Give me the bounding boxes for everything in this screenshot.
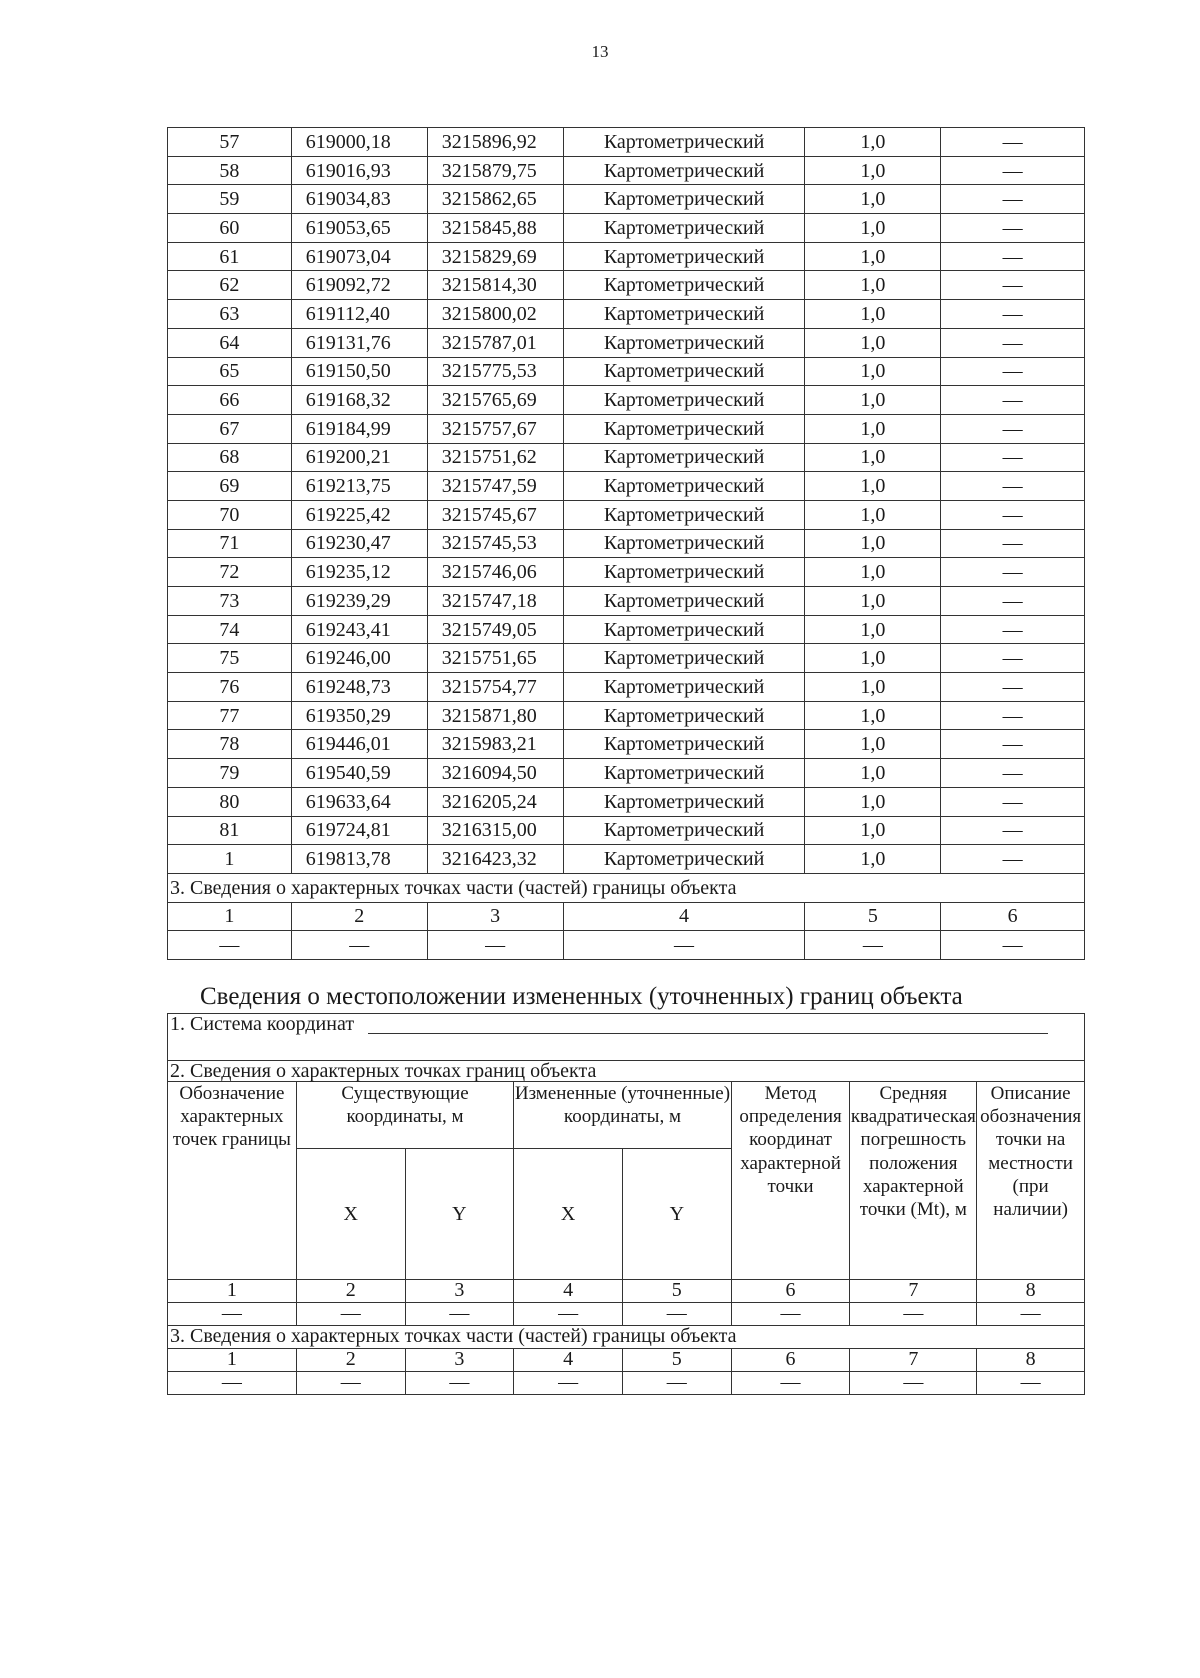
table-row xyxy=(168,587,1085,616)
empty-cell: — xyxy=(296,1372,405,1395)
cell-point-number: 74 xyxy=(168,615,292,644)
cell-method: Картометрический xyxy=(563,587,805,616)
cell-coord-x: 619239,29 xyxy=(291,587,427,616)
cell-point-number: 57 xyxy=(168,128,292,157)
cell-error: 1,0 xyxy=(805,730,941,759)
empty-cell: — xyxy=(168,931,292,960)
cell-method: Картометрический xyxy=(563,214,805,243)
cell-description: — xyxy=(941,673,1085,702)
column-numbers-row xyxy=(168,1349,1085,1372)
cell-description: — xyxy=(941,328,1085,357)
cell-error: 1,0 xyxy=(805,845,941,874)
empty-cell: — xyxy=(168,1303,297,1326)
table-row xyxy=(168,845,1085,874)
table-row xyxy=(168,816,1085,845)
table-row xyxy=(168,500,1085,529)
cell-coord-y: 3215747,18 xyxy=(427,587,563,616)
cell-coord-x: 619446,01 xyxy=(291,730,427,759)
cell-coord-y: 3215745,53 xyxy=(427,529,563,558)
cell-coord-x: 619168,32 xyxy=(291,386,427,415)
cell-error: 1,0 xyxy=(805,242,941,271)
cell-coord-x: 619540,59 xyxy=(291,759,427,788)
cell-point-number: 73 xyxy=(168,587,292,616)
empty-cell: — xyxy=(427,931,563,960)
cell-error: 1,0 xyxy=(805,587,941,616)
cell-coord-x: 619248,73 xyxy=(291,673,427,702)
column-number: 8 xyxy=(977,1280,1085,1303)
cell-coord-y: 3215829,69 xyxy=(427,242,563,271)
cell-description: — xyxy=(941,730,1085,759)
header-error: Средняя квадратическая погрешность положения характерной точки (Mt), м xyxy=(850,1082,977,1280)
table-row xyxy=(168,357,1085,386)
page-number: 13 xyxy=(591,42,609,61)
header-changed: Измененные (уточненные) координаты, м xyxy=(514,1082,731,1149)
column-number: 6 xyxy=(731,1280,850,1303)
cell-error: 1,0 xyxy=(805,185,941,214)
coord-system-blank xyxy=(168,1038,1085,1061)
cell-coord-x: 619184,99 xyxy=(291,414,427,443)
cell-method: Картометрический xyxy=(563,328,805,357)
cell-coord-y: 3215765,69 xyxy=(427,386,563,415)
column-number: 7 xyxy=(850,1280,977,1303)
coord-system-line xyxy=(368,1015,1048,1034)
cell-coord-x: 619053,65 xyxy=(291,214,427,243)
cell-description: — xyxy=(941,300,1085,329)
cell-coord-x: 619131,76 xyxy=(291,328,427,357)
table-row xyxy=(168,673,1085,702)
column-number: 7 xyxy=(850,1349,977,1372)
cell-error: 1,0 xyxy=(805,816,941,845)
cell-coord-x: 619813,78 xyxy=(291,845,427,874)
cell-error: 1,0 xyxy=(805,156,941,185)
empty-cell: — xyxy=(622,1372,731,1395)
column-number: 2 xyxy=(296,1349,405,1372)
table-row xyxy=(168,615,1085,644)
empty-cell: — xyxy=(731,1303,850,1326)
cell-coord-y: 3215751,65 xyxy=(427,644,563,673)
cell-description: — xyxy=(941,816,1085,845)
table-row xyxy=(168,156,1085,185)
cell-description: — xyxy=(941,787,1085,816)
cell-error: 1,0 xyxy=(805,558,941,587)
cell-description: — xyxy=(941,128,1085,157)
empty-cell: — xyxy=(850,1303,977,1326)
column-number: 2 xyxy=(296,1280,405,1303)
cell-coord-x: 619724,81 xyxy=(291,816,427,845)
cell-coord-y: 3215983,21 xyxy=(427,730,563,759)
column-number: 4 xyxy=(563,902,805,931)
cell-coord-x: 619350,29 xyxy=(291,701,427,730)
table-row xyxy=(168,128,1085,157)
section2-title: 2. Сведения о характерных точках границ объекта xyxy=(168,1061,1085,1082)
table-row xyxy=(168,759,1085,788)
cell-point-number: 62 xyxy=(168,271,292,300)
cell-coord-y: 3216094,50 xyxy=(427,759,563,788)
empty-cell: — xyxy=(296,1303,405,1326)
cell-description: — xyxy=(941,386,1085,415)
cell-point-number: 1 xyxy=(168,845,292,874)
empty-cell: — xyxy=(291,931,427,960)
cell-method: Картометрический xyxy=(563,300,805,329)
cell-coord-x: 619230,47 xyxy=(291,529,427,558)
cell-coord-y: 3215814,30 xyxy=(427,271,563,300)
empty-cell: — xyxy=(622,1303,731,1326)
cell-method: Картометрический xyxy=(563,673,805,702)
empty-cell: — xyxy=(514,1303,623,1326)
cell-coord-y: 3215749,05 xyxy=(427,615,563,644)
cell-point-number: 67 xyxy=(168,414,292,443)
column-number: 1 xyxy=(168,902,292,931)
cell-coord-y: 3215845,88 xyxy=(427,214,563,243)
cell-description: — xyxy=(941,357,1085,386)
empty-cell: — xyxy=(563,931,805,960)
header-existing-y: Y xyxy=(405,1149,514,1280)
cell-point-number: 66 xyxy=(168,386,292,415)
column-number: 6 xyxy=(731,1349,850,1372)
table-row xyxy=(168,701,1085,730)
cell-coord-x: 619073,04 xyxy=(291,242,427,271)
cell-point-number: 72 xyxy=(168,558,292,587)
table-row xyxy=(168,185,1085,214)
cell-point-number: 69 xyxy=(168,472,292,501)
table-row xyxy=(168,529,1085,558)
column-number: 2 xyxy=(291,902,427,931)
cell-description: — xyxy=(941,701,1085,730)
column-number: 4 xyxy=(514,1349,623,1372)
column-numbers-row xyxy=(168,902,1085,931)
cell-description: — xyxy=(941,759,1085,788)
table-row xyxy=(168,644,1085,673)
cell-point-number: 63 xyxy=(168,300,292,329)
empty-row xyxy=(168,1372,1085,1395)
column-number: 4 xyxy=(514,1280,623,1303)
cell-description: — xyxy=(941,587,1085,616)
header-method: Метод определения координат характерной точки xyxy=(731,1082,850,1280)
cell-description: — xyxy=(941,845,1085,874)
empty-cell: — xyxy=(941,931,1085,960)
cell-point-number: 75 xyxy=(168,644,292,673)
cell-method: Картометрический xyxy=(563,529,805,558)
cell-point-number: 81 xyxy=(168,816,292,845)
cell-description: — xyxy=(941,414,1085,443)
cell-description: — xyxy=(941,443,1085,472)
cell-point-number: 70 xyxy=(168,500,292,529)
changed-boundaries-table xyxy=(167,1013,1085,1395)
cell-point-number: 61 xyxy=(168,242,292,271)
cell-point-number: 77 xyxy=(168,701,292,730)
cell-method: Картометрический xyxy=(563,357,805,386)
cell-method: Картометрический xyxy=(563,845,805,874)
cell-coord-y: 3216205,24 xyxy=(427,787,563,816)
empty-cell: — xyxy=(168,1372,297,1395)
cell-coord-x: 619213,75 xyxy=(291,472,427,501)
table-row xyxy=(168,730,1085,759)
cell-description: — xyxy=(941,242,1085,271)
empty-cell: — xyxy=(731,1372,850,1395)
column-number: 8 xyxy=(977,1349,1085,1372)
column-number: 5 xyxy=(805,902,941,931)
cell-point-number: 68 xyxy=(168,443,292,472)
cell-method: Картометрический xyxy=(563,185,805,214)
cell-method: Картометрический xyxy=(563,500,805,529)
table-row xyxy=(168,300,1085,329)
cell-error: 1,0 xyxy=(805,386,941,415)
table-row xyxy=(168,214,1085,243)
cell-method: Картометрический xyxy=(563,386,805,415)
cell-error: 1,0 xyxy=(805,214,941,243)
cell-method: Картометрический xyxy=(563,615,805,644)
empty-cell: — xyxy=(850,1372,977,1395)
cell-error: 1,0 xyxy=(805,414,941,443)
cell-coord-y: 3215862,65 xyxy=(427,185,563,214)
column-number: 3 xyxy=(427,902,563,931)
cell-coord-y: 3215775,53 xyxy=(427,357,563,386)
header-changed-y: Y xyxy=(622,1149,731,1280)
cell-coord-x: 619246,00 xyxy=(291,644,427,673)
empty-cell: — xyxy=(977,1303,1085,1326)
cell-point-number: 60 xyxy=(168,214,292,243)
table-row xyxy=(168,787,1085,816)
cell-coord-y: 3215800,02 xyxy=(427,300,563,329)
cell-description: — xyxy=(941,644,1085,673)
cell-coord-y: 3215879,75 xyxy=(427,156,563,185)
empty-row xyxy=(168,1303,1085,1326)
cell-coord-y: 3215896,92 xyxy=(427,128,563,157)
empty-row xyxy=(168,931,1085,960)
cell-error: 1,0 xyxy=(805,271,941,300)
cell-method: Картометрический xyxy=(563,156,805,185)
column-number: 5 xyxy=(622,1280,731,1303)
cell-coord-x: 619112,40 xyxy=(291,300,427,329)
table-row xyxy=(168,472,1085,501)
cell-point-number: 76 xyxy=(168,673,292,702)
cell-error: 1,0 xyxy=(805,128,941,157)
table-row xyxy=(168,414,1085,443)
cell-error: 1,0 xyxy=(805,300,941,329)
header-existing: Существующие координаты, м xyxy=(296,1082,513,1149)
cell-description: — xyxy=(941,185,1085,214)
section3-title: 3. Сведения о характерных точках части (частей) границы объекта xyxy=(168,873,1085,902)
column-number: 3 xyxy=(405,1280,514,1303)
cell-point-number: 58 xyxy=(168,156,292,185)
column-number: 6 xyxy=(941,902,1085,931)
cell-description: — xyxy=(941,214,1085,243)
cell-coord-y: 3215871,80 xyxy=(427,701,563,730)
table-row xyxy=(168,386,1085,415)
cell-method: Картометрический xyxy=(563,271,805,300)
cell-error: 1,0 xyxy=(805,500,941,529)
cell-coord-y: 3215754,77 xyxy=(427,673,563,702)
cell-method: Картометрический xyxy=(563,787,805,816)
cell-method: Картометрический xyxy=(563,558,805,587)
cell-coord-x: 619034,83 xyxy=(291,185,427,214)
cell-error: 1,0 xyxy=(805,472,941,501)
header-existing-x: X xyxy=(296,1149,405,1280)
coordinates-table-body xyxy=(168,128,1085,960)
table-row xyxy=(168,328,1085,357)
cell-coord-x: 619243,41 xyxy=(291,615,427,644)
cell-coord-x: 619200,21 xyxy=(291,443,427,472)
cell-description: — xyxy=(941,615,1085,644)
cell-error: 1,0 xyxy=(805,443,941,472)
cell-description: — xyxy=(941,529,1085,558)
cell-method: Картометрический xyxy=(563,414,805,443)
cell-coord-y: 3215751,62 xyxy=(427,443,563,472)
cell-method: Картометрический xyxy=(563,242,805,271)
column-number: 5 xyxy=(622,1349,731,1372)
table-row xyxy=(168,558,1085,587)
cell-coord-x: 619235,12 xyxy=(291,558,427,587)
empty-cell: — xyxy=(805,931,941,960)
cell-error: 1,0 xyxy=(805,357,941,386)
cell-method: Картометрический xyxy=(563,730,805,759)
cell-error: 1,0 xyxy=(805,673,941,702)
cell-method: Картометрический xyxy=(563,759,805,788)
coord-system-label: 1. Система координат xyxy=(170,1013,355,1035)
cell-error: 1,0 xyxy=(805,759,941,788)
cell-coord-x: 619000,18 xyxy=(291,128,427,157)
cell-method: Картометрический xyxy=(563,472,805,501)
column-number: 3 xyxy=(405,1349,514,1372)
cell-description: — xyxy=(941,500,1085,529)
cell-method: Картометрический xyxy=(563,644,805,673)
table-row xyxy=(168,443,1085,472)
cell-coord-y: 3216423,32 xyxy=(427,845,563,874)
cell-coord-y: 3216315,00 xyxy=(427,816,563,845)
header-designation: Обозначение характерных точек границы xyxy=(168,1082,297,1280)
empty-cell: — xyxy=(405,1372,514,1395)
cell-coord-y: 3215757,67 xyxy=(427,414,563,443)
cell-point-number: 59 xyxy=(168,185,292,214)
cell-point-number: 71 xyxy=(168,529,292,558)
cell-method: Картометрический xyxy=(563,701,805,730)
cell-point-number: 65 xyxy=(168,357,292,386)
cell-point-number: 64 xyxy=(168,328,292,357)
section3-row xyxy=(168,873,1085,902)
cell-description: — xyxy=(941,558,1085,587)
coord-system-cell xyxy=(168,1014,1085,1039)
cell-method: Картометрический xyxy=(563,128,805,157)
column-number: 1 xyxy=(168,1280,297,1303)
header-description: Описание обозначения точки на местности (при наличии) xyxy=(977,1082,1085,1280)
cell-description: — xyxy=(941,472,1085,501)
cell-coord-y: 3215745,67 xyxy=(427,500,563,529)
cell-point-number: 80 xyxy=(168,787,292,816)
table-row xyxy=(168,242,1085,271)
table-row xyxy=(168,271,1085,300)
cell-method: Картометрический xyxy=(563,816,805,845)
cell-error: 1,0 xyxy=(805,529,941,558)
header-changed-x: X xyxy=(514,1149,623,1280)
cell-coord-x: 619633,64 xyxy=(291,787,427,816)
cell-coord-x: 619016,93 xyxy=(291,156,427,185)
cell-coord-x: 619092,72 xyxy=(291,271,427,300)
empty-cell: — xyxy=(514,1372,623,1395)
section3-title-bottom: 3. Сведения о характерных точках части (частей) границы объекта xyxy=(168,1326,1085,1349)
cell-description: — xyxy=(941,271,1085,300)
cell-point-number: 79 xyxy=(168,759,292,788)
cell-description: — xyxy=(941,156,1085,185)
cell-error: 1,0 xyxy=(805,328,941,357)
cell-error: 1,0 xyxy=(805,644,941,673)
cell-error: 1,0 xyxy=(805,787,941,816)
cell-error: 1,0 xyxy=(805,615,941,644)
cell-point-number: 78 xyxy=(168,730,292,759)
cell-coord-x: 619150,50 xyxy=(291,357,427,386)
cell-coord-y: 3215746,06 xyxy=(427,558,563,587)
cell-coord-y: 3215747,59 xyxy=(427,472,563,501)
cell-error: 1,0 xyxy=(805,701,941,730)
coordinates-table xyxy=(167,127,1085,960)
cell-coord-x: 619225,42 xyxy=(291,500,427,529)
section-heading: Сведения о местоположении измененных (уточненных) границ объекта xyxy=(200,983,963,1010)
cell-method: Картометрический xyxy=(563,443,805,472)
cell-coord-y: 3215787,01 xyxy=(427,328,563,357)
empty-cell: — xyxy=(977,1372,1085,1395)
column-number: 1 xyxy=(168,1349,297,1372)
column-numbers-row xyxy=(168,1280,1085,1303)
empty-cell: — xyxy=(405,1303,514,1326)
